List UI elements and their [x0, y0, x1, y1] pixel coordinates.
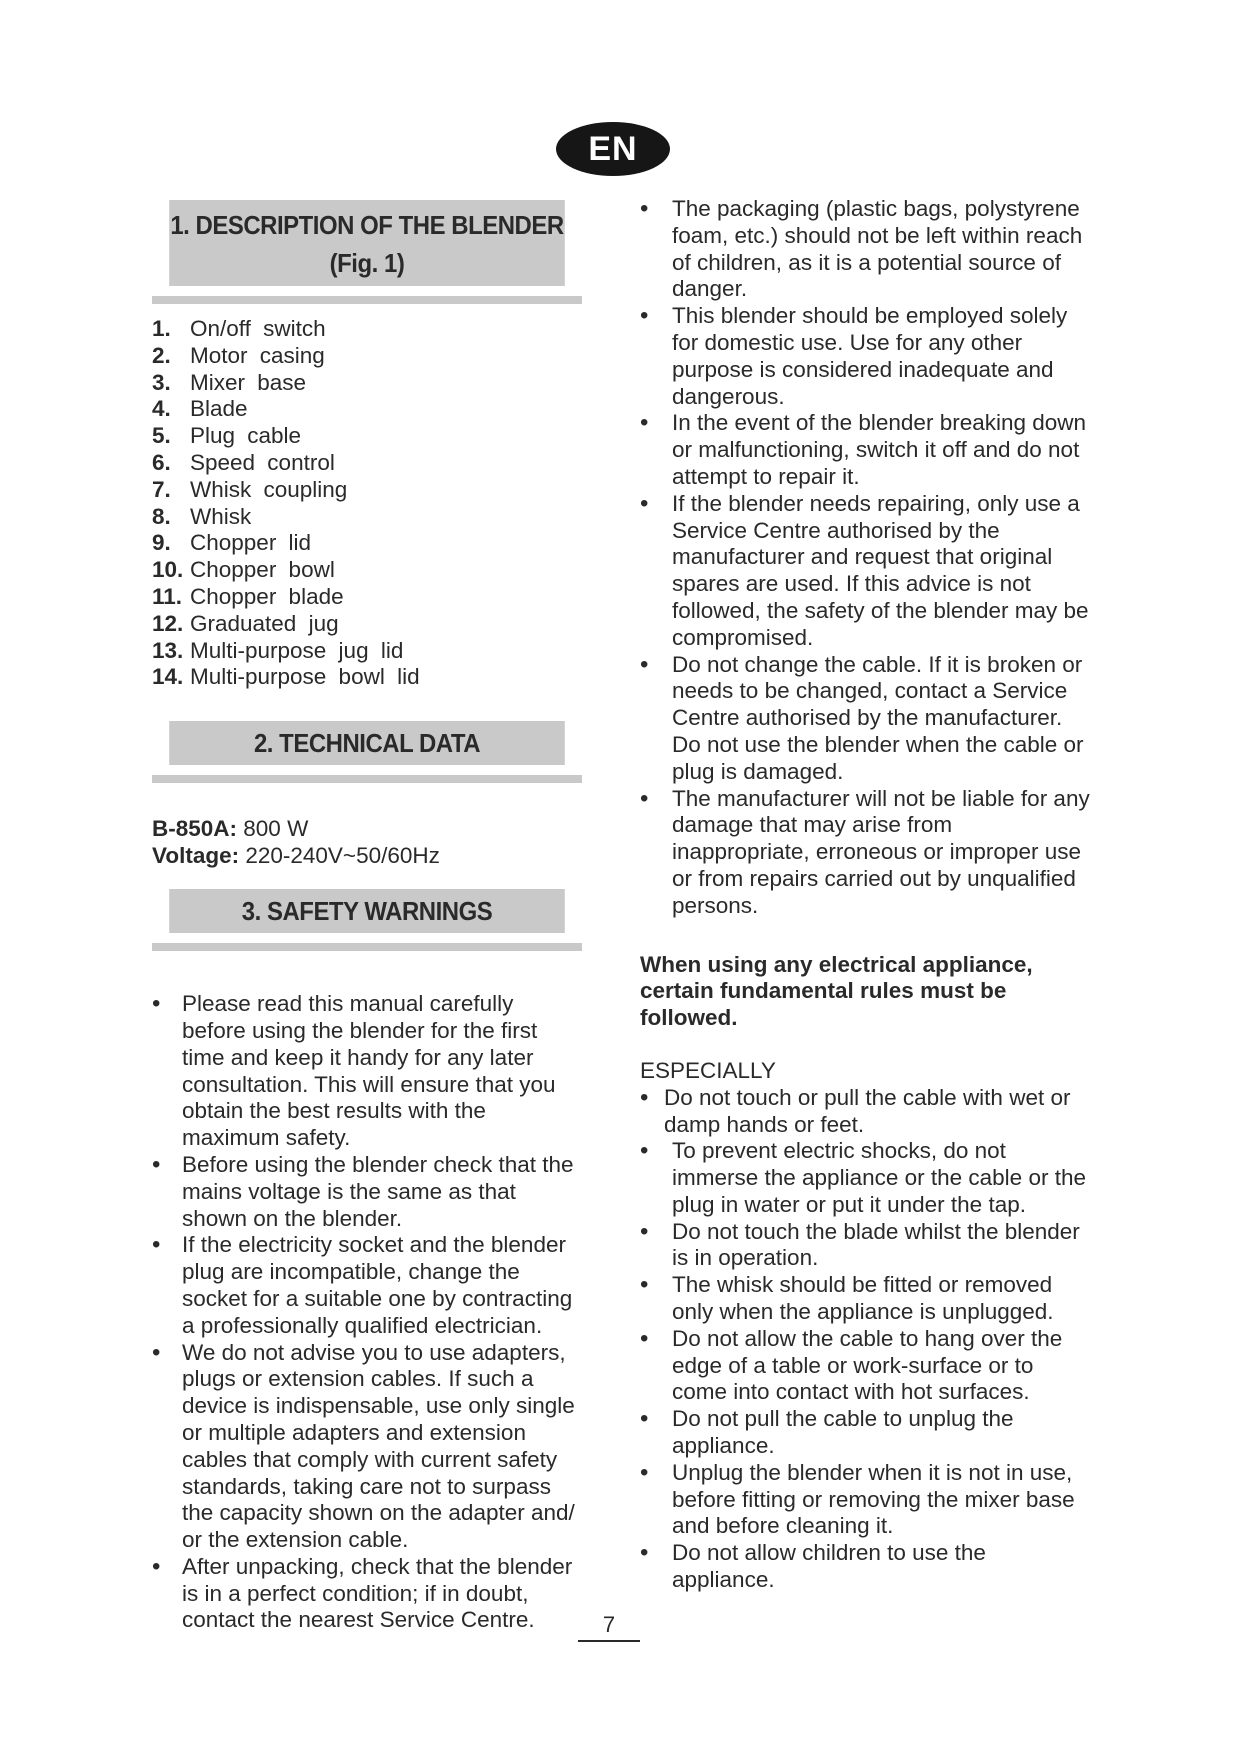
bullet-item: • Unplug the blender when it is not in use, before fitting or removing the mixer base and before cleaning it. [640, 1460, 1090, 1540]
part-number: 3. [152, 369, 171, 395]
part-label: Chopper lid [190, 530, 312, 556]
section-title-line2: (Fig. 1) [329, 248, 405, 278]
bullet-item: • Do not pull the cable to unplug the appliance. [640, 1406, 1090, 1460]
bullet-item: • After unpacking, check that the blender is in a perfect condition; if in doubt, contact the nearest Service Centre. [152, 1554, 582, 1634]
part-label: Multi-purpose bowl lid [190, 664, 420, 690]
part-item [152, 450, 582, 477]
part-item [152, 396, 582, 423]
part-label: Mixer base [190, 369, 307, 395]
part-item [152, 530, 582, 557]
part-item [152, 638, 582, 665]
part-item [152, 423, 582, 450]
part-label: Graduated jug [190, 610, 339, 636]
part-number: 6. [152, 449, 171, 475]
especially-label: ESPECIALLY [640, 1057, 776, 1083]
bullet-item: • Do not change the cable. If it is broken or needs to be changed, contact a Service Centre authorised by the manufacturer. Do not use the blender when the cable or plug is damaged. [640, 652, 1090, 786]
voltage-value: 220-240V~50/60Hz [239, 843, 440, 869]
especially-list [640, 1085, 1090, 1594]
part-label: On/off switch [190, 316, 326, 341]
page-number: 7 [578, 1612, 640, 1642]
section-divider [152, 943, 582, 951]
section-header-safety-warnings: 3. SAFETY WARNINGS [169, 889, 565, 933]
part-item [152, 611, 582, 638]
section-title-line1: 1. DESCRIPTION OF THE BLENDER [170, 210, 564, 240]
part-label: Multi-purpose jug lid [190, 637, 404, 663]
part-item [152, 477, 582, 504]
bullet-item: • This blender should be employed solely for domestic use. Use for any other purpose is considered inadequate and dangerous. [640, 303, 1090, 410]
part-label: Whisk [190, 503, 252, 529]
bullet-item: • Please read this manual carefully before using the blender for the first time and keep it handy for any later consultation. This will ensure that you obtain the best results with the maximum safety. [152, 991, 582, 1152]
part-item [152, 584, 582, 611]
section-divider [152, 296, 582, 304]
part-item [152, 343, 582, 370]
part-number: 10. [152, 557, 184, 583]
part-label: Chopper blade [190, 583, 344, 609]
part-number: 12. [152, 610, 184, 636]
model-value: 800 W [237, 816, 309, 842]
part-label: Plug cable [190, 423, 302, 449]
part-number: 9. [152, 530, 171, 556]
bullet-item: • The manufacturer will not be liable for any damage that may arise from inappropriate, erroneous or improper use or from repairs carried out by unqualified persons. [640, 786, 1090, 920]
part-item [152, 664, 582, 691]
part-label: Chopper bowl [190, 557, 335, 583]
part-number: 1. [152, 316, 171, 341]
part-item [152, 557, 582, 584]
part-item [152, 316, 582, 343]
safety-warnings-list-right [640, 196, 1090, 920]
bullet-item: • Do not touch the blade whilst the blender is in operation. [640, 1219, 1090, 1273]
model-label: B-850A: [152, 816, 238, 842]
right-column [640, 196, 1090, 1594]
bullet-item: • If the blender needs repairing, only use a Service Centre authorised by the manufacturer and request that original spares are used. If this advice is not followed, the safety of the blender may be compromised. [640, 491, 1090, 652]
part-number: 11. [152, 583, 183, 609]
part-number: 7. [152, 476, 171, 502]
part-number: 2. [152, 342, 171, 368]
part-number: 8. [152, 503, 171, 529]
parts-list [152, 316, 582, 691]
section-header-technical-data: 2. TECHNICAL DATA [169, 721, 565, 765]
technical-data [152, 815, 582, 869]
model-power [152, 815, 582, 842]
bullet-item: • Do not allow the cable to hang over the edge of a table or work-surface or to come into contact with hot surfaces. [640, 1326, 1090, 1406]
voltage-label: Voltage: [152, 843, 240, 869]
left-column [152, 200, 582, 1634]
part-item [152, 504, 582, 531]
voltage [152, 842, 582, 869]
part-label: Motor casing [190, 342, 325, 368]
part-number: 14. [152, 664, 184, 690]
part-label: Whisk coupling [190, 476, 348, 502]
bullet-item: • In the event of the blender breaking down or malfunctioning, switch it off and do not attempt to repair it. [640, 410, 1090, 490]
language-badge: EN [556, 122, 670, 176]
part-label: Speed control [190, 449, 335, 475]
part-number: 5. [152, 423, 171, 449]
bullet-item: • We do not advise you to use adapters, plugs or extension cables. If such a device is indispensable, use only single or multiple adapters and extension cables that comply with current safety standards, taking care not to surpass the capacity shown on the adapter and/ or the extension cable. [152, 1340, 582, 1554]
bullet-item: • Do not touch or pull the cable with wet or damp hands or feet. [640, 1085, 1090, 1139]
bullet-item: • If the electricity socket and the blender plug are incompatible, change the socket for a suitable one by contracting a professionally qualified electrician. [152, 1232, 582, 1339]
rules-intro: When using any electrical appliance, certain fundamental rules must be followed. [640, 951, 1033, 1031]
section-header-description [169, 200, 565, 286]
section-divider [152, 775, 582, 783]
part-number: 4. [152, 396, 171, 422]
bullet-item: • The packaging (plastic bags, polystyrene foam, etc.) should not be left within reach of children, as it is a potential source of danger. [640, 196, 1090, 303]
part-item [152, 370, 582, 397]
part-label: Blade [190, 396, 248, 422]
bullet-item: • Before using the blender check that the mains voltage is the same as that shown on the blender. [152, 1152, 582, 1232]
part-number: 13. [152, 637, 184, 663]
bullet-item: • Do not allow children to use the appliance. [640, 1540, 1090, 1594]
bullet-item: • To prevent electric shocks, do not immerse the appliance or the cable or the plug in water or put it under the tap. [640, 1138, 1090, 1218]
safety-warnings-list-left [152, 991, 582, 1634]
bullet-item: • The whisk should be fitted or removed only when the appliance is unplugged. [640, 1272, 1090, 1326]
